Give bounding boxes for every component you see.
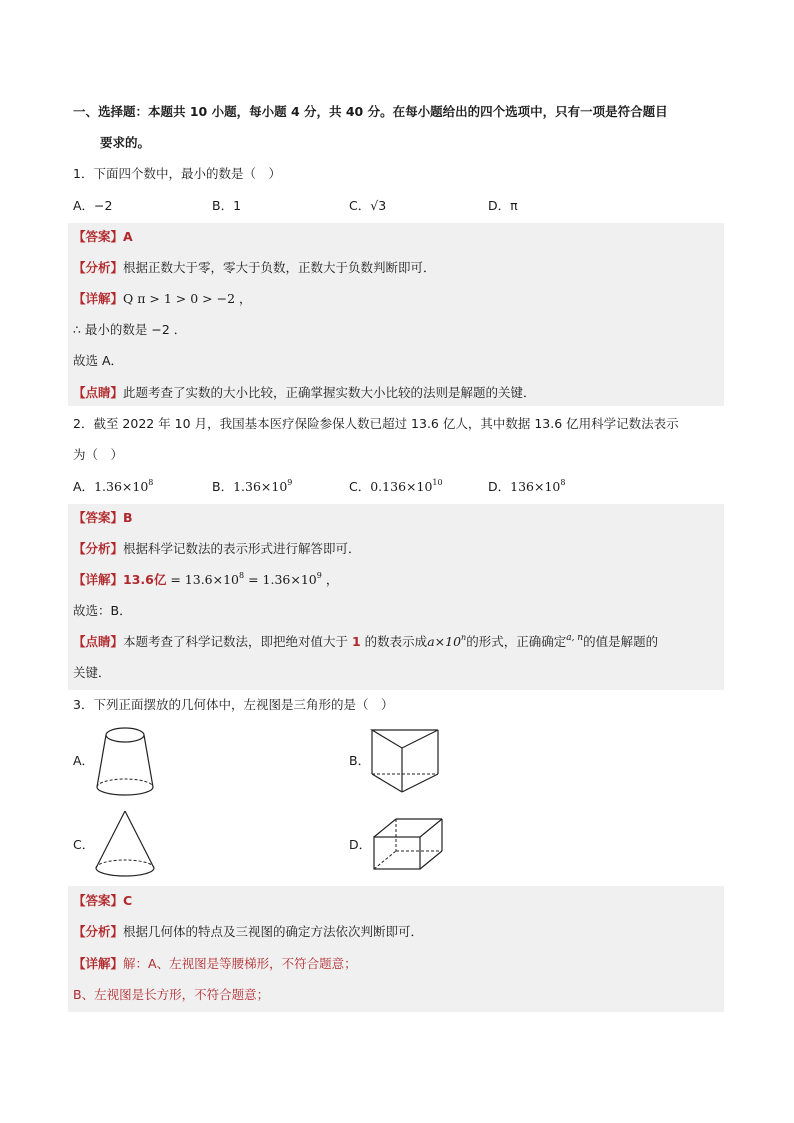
q1-answer: 【答案】A [73, 229, 133, 244]
q1-detail-conclusion: ∴ 最小的数是 −2 ． [73, 322, 187, 337]
q1-solution-block [68, 223, 724, 406]
q2-stem-line2: 为（ ） [73, 447, 124, 462]
q2-option-b: B．$1.36\times 10^9$ [212, 478, 293, 494]
q3-stem: 3．下列正面摆放的几何体中，左视图是三角形的是（ ） [73, 697, 394, 712]
q3-option-d-label: D． [349, 837, 372, 852]
frustum-figure [94, 725, 156, 797]
q3-option-a-label: A． [73, 753, 95, 768]
q1-stem: 1．下面四个数中，最小的数是（ ） [73, 166, 281, 181]
section-title-line2: 要求的。 [100, 135, 151, 150]
q2-option-d: D．$136\times 10^8$ [488, 478, 566, 494]
q1-comment: 【点睛】此题考查了实数的大小比较，正确掌握实数大小比较的法则是解题的关键． [73, 385, 536, 400]
q2-detail: 【详解】13.6亿 = $13.6\times 10^8 = 1.36\times 10^9$ ， [73, 571, 339, 587]
q2-comment: 【点睛】本题考查了科学记数法，即把绝对值大于 1 的数表示成$a\times 10^n$的形式，正确确定$^{a, n}$的值是解题的 [73, 633, 659, 649]
q1-choose: 故选 A． [73, 353, 124, 368]
cuboid-figure [370, 815, 446, 875]
q1-option-c: C．√3 [349, 198, 387, 213]
q2-option-c: C．$0.136\times 10^{10}$ [349, 478, 443, 494]
section-title-line1: 一、选择题：本题共 10 小题，每小题 4 分，共 40 分。在每小题给出的四个选项中，只有一项是符合题目 [73, 104, 668, 119]
q2-choose: 故选：B． [73, 603, 132, 618]
q3-answer: 【答案】C [73, 893, 133, 908]
q2-stem-line1: 2．截至 2022 年 10 月，我国基本医疗保险参保人数已超过 13.6 亿人，其中数据 13.6 亿用科学记数法表示 [73, 416, 679, 431]
q2-option-a: A．$1.36\times 10^8$ [73, 478, 154, 494]
q3-option-c-label: C． [73, 837, 95, 852]
q2-answer: 【答案】B [73, 510, 133, 525]
q3-analysis: 【分析】根据几何体的特点及三视图的确定方法依次判断即可． [73, 924, 424, 939]
q2-solution-block [68, 504, 724, 690]
q1-detail: 【详解】Q π > 1 > 0 > −2 ， [73, 291, 252, 306]
q3-option-b-label: B． [349, 753, 371, 768]
q3-detail: 【详解】解：A、左视图是等腰梯形，不符合题意； [73, 956, 357, 971]
q3-detail-line2: B、左视图是长方形，不符合题意； [73, 987, 270, 1002]
q2-comment-line2: 关键． [73, 665, 111, 680]
q1-option-b: B．1 [212, 198, 242, 213]
q1-option-d: D．π [488, 198, 518, 213]
triangular-prism-figure [368, 726, 444, 798]
q1-analysis: 【分析】根据正数大于零，零大于负数，正数大于负数判断即可． [73, 260, 436, 275]
q2-analysis: 【分析】根据科学记数法的表示形式进行解答即可． [73, 541, 361, 556]
cone-figure [92, 808, 158, 880]
q1-option-a: A．−2 [73, 198, 113, 213]
